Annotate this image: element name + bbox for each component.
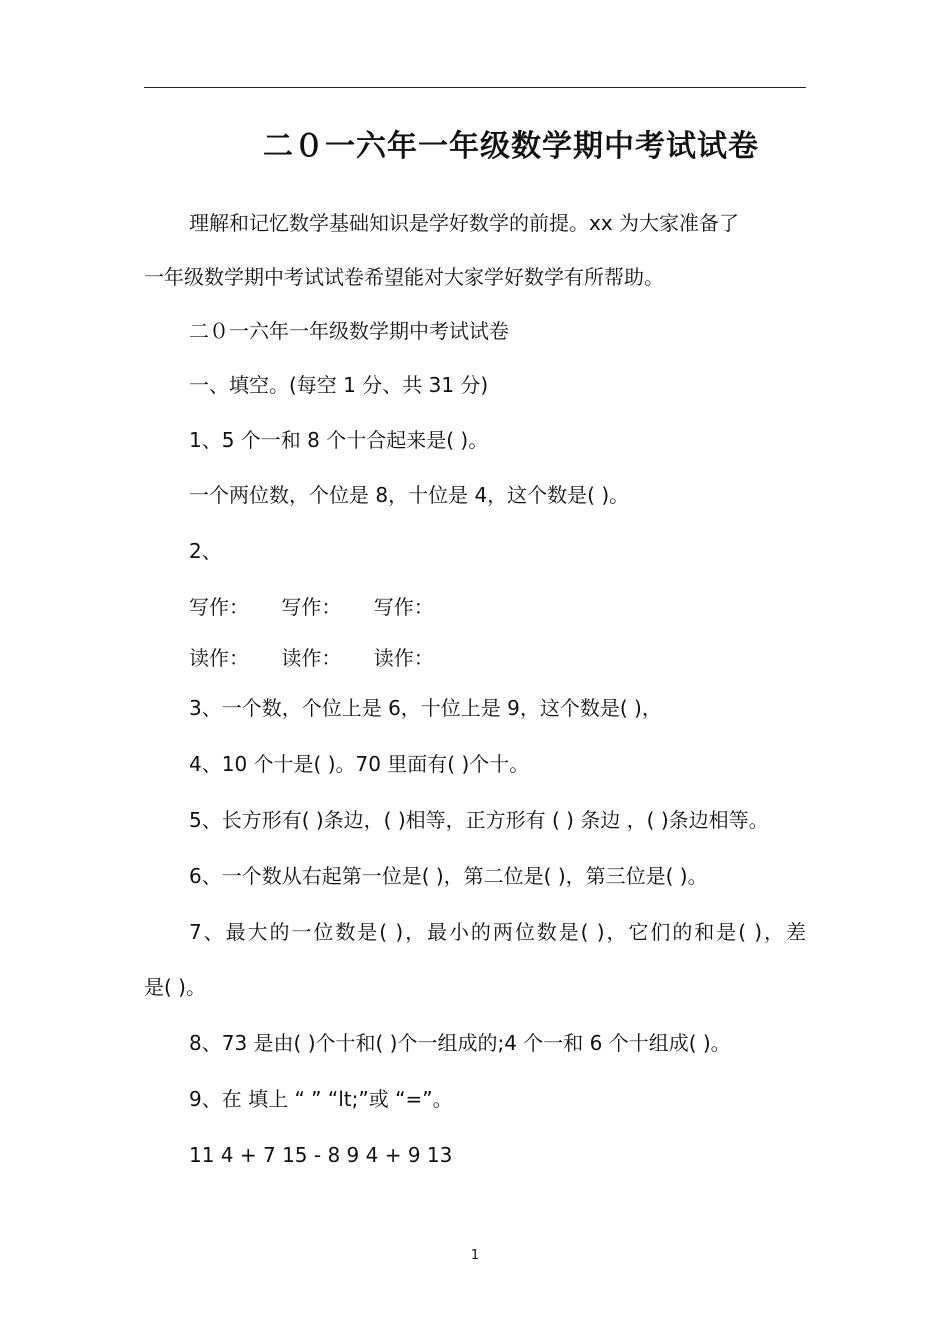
read-row (189, 643, 806, 673)
section-heading-fill-blank: 一、填空。(每空 1 分、共 31 分) (189, 373, 489, 397)
write-row (189, 592, 806, 622)
question-2: 2、 (189, 539, 222, 563)
page-number: 1 (470, 1248, 480, 1263)
question-5: 5、长方形有( )条边，( )相等，正方形有 ( ) 条边 ，( )条边相等。 (189, 808, 769, 832)
read-label: 读作： (189, 646, 249, 670)
header-rule (144, 87, 806, 88)
intro-line-2: 一年级数学期中考试试卷希望能对大家学好数学有所帮助。 (144, 265, 664, 289)
write-label: 写作： (281, 595, 342, 619)
question-1b: 一个两位数，个位是 8，十位是 4，这个数是( )。 (189, 483, 630, 507)
document-title: 二０一六年一年级数学期中考试试卷 (263, 129, 759, 164)
question-9-items: 11 4 + 7 15 - 8 9 4 + 9 13 (189, 1143, 453, 1167)
question-6: 6、一个数从右起第一位是( )，第二位是( )，第三位是( )。 (189, 864, 708, 888)
question-4: 4、10 个十是( )。70 里面有( )个十。 (189, 752, 530, 776)
write-label: 写作： (189, 595, 249, 619)
subtitle: 二０一六年一年级数学期中考试试卷 (189, 319, 509, 343)
question-3: 3、一个数，个位上是 6，十位上是 9，这个数是( )， (189, 696, 662, 720)
question-1a: 1、5 个一和 8 个十合起来是( )。 (189, 428, 489, 452)
write-label: 写作： (373, 595, 434, 619)
question-7b: 是( )。 (144, 975, 206, 999)
read-label: 读作： (373, 646, 434, 670)
question-9: 9、在 填上 “ ” “lt;”或 “=”。 (189, 1087, 453, 1111)
read-label: 读作： (281, 646, 342, 670)
question-7a: 7、最大的一位数是( )，最小的两位数是( )，它们的和是( )，差 (189, 920, 806, 944)
intro-line-1: 理解和记忆数学基础知识是学好数学的前提。xx 为大家准备了 (189, 211, 740, 235)
question-8: 8、73 是由( )个十和( )个一组成的;4 个一和 6 个十组成( )。 (189, 1031, 731, 1055)
